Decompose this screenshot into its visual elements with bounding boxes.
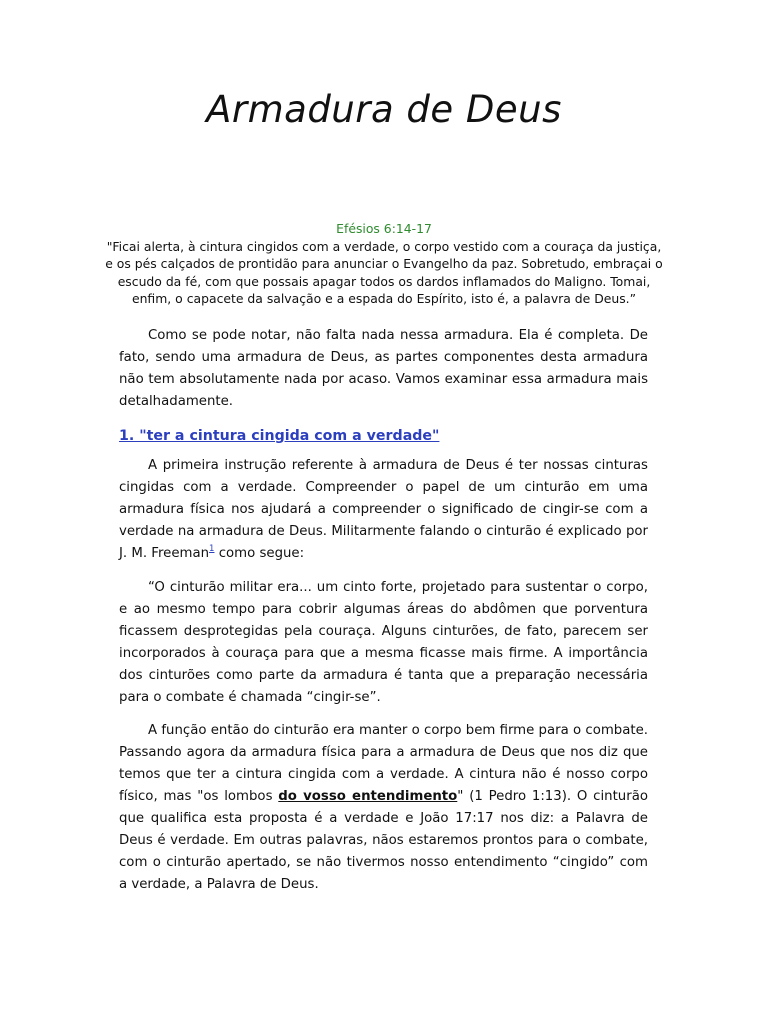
quote-paragraph: “O cinturão militar era... um cinto forte, projetado para sustentar o corpo, e ao mesmo tempo para cobrir algumas áreas do abdômen que porventura ficassem desprotegidas pela couraça. Alguns cinturões, de fato, parecem ser incorporados à couraça para que a mesma ficasse mais firme. A importância dos cinturões como parte da armadura é tanta que a preparação necessária para o combate é chamada “cingir-se”. xyxy=(119,580,648,705)
intro-paragraph: Como se pode notar, não falta nada nessa armadura. Ela é completa. De fato, sendo uma armadura de Deus, as partes componentes desta armadura não tem absolutamente nada por acaso. Vamos examinar essa armadura mais detalhadamente. xyxy=(119,328,648,409)
paragraph-text-continued: " (1 Pedro 1:13). O cinturão que qualifica esta proposta é a verdade e João 17:17 nos diz: a Palavra de Deus é verdade. Em outras palavras, nãos estaremos prontos para o combate, com o cinturão apertado, se não tivermos nosso entendimento “cingido” com a verdade, a Palavra de Deus. xyxy=(119,789,648,892)
epigraph xyxy=(104,220,664,308)
footnote-link[interactable]: 1 xyxy=(209,544,215,554)
paragraph-text: A primeira instrução referente à armadura de Deus é ter nossas cinturas cingidas com a verdade. Compreender o papel de um cinturão em uma armadura física nos ajudará a compreender o significado de cingir-se com a verdade na armadura de Deus. Militarmente falando o cinturão é explicado por J. M. Freeman xyxy=(119,458,648,561)
document-title: Armadura de Deus xyxy=(206,88,562,131)
emphasized-phrase: do vosso entendimento xyxy=(278,789,458,804)
section-paragraph-1 xyxy=(119,455,648,565)
bible-reference: Efésios 6:14-17 xyxy=(336,221,432,236)
paragraph-text: A função então do cinturão era manter o corpo bem firme para o combate. Passando agora da armadura física para a armadura de Deus que nos diz que temos que ter a cintura cingida com a verdade. A cintura não é nosso corpo físico, mas "os lombos xyxy=(119,723,648,804)
section-paragraph-2 xyxy=(119,720,648,896)
bible-quote: "Ficai alerta, à cintura cingidos com a verdade, o corpo vestido com a couraça da justiça, e os pés calçados de prontidão para anunciar o Evangelho da paz. Sobretudo, embraçai o escudo da fé, com que possais apagar todos os dardos inflamados do Maligno. Tomai, enfim, o capacete da salvação e a espada do Espírito, isto é, a palavra de Deus.” xyxy=(105,238,663,307)
paragraph-text-continued: como segue: xyxy=(214,546,305,561)
section-heading[interactable]: 1. "ter a cintura cingida com a verdade" xyxy=(119,428,440,444)
